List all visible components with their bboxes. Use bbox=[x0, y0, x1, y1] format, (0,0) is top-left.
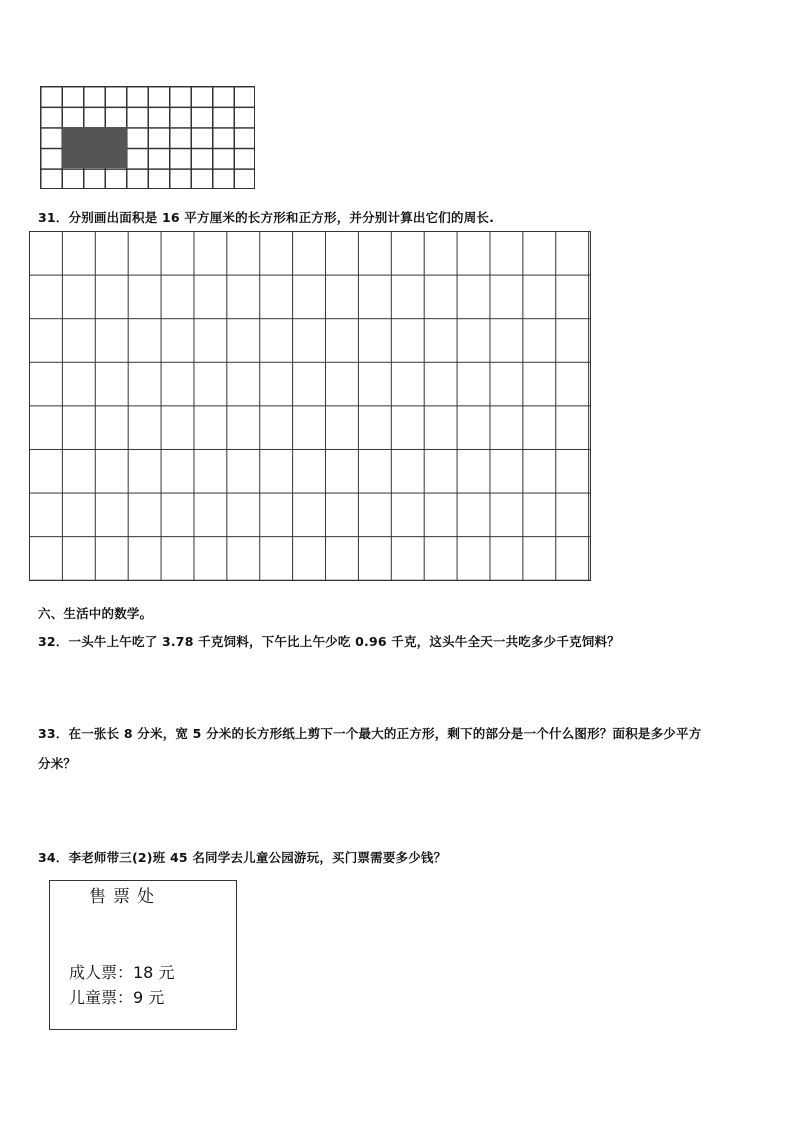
section-title: 六、生活中的数学。 bbox=[38, 606, 153, 621]
question-32: 32．一头牛上午吃了 3.78 千克饲料，下午比上午少吃 0.96 千克，这头牛全天一共吃多少千克饲料？ bbox=[38, 634, 620, 649]
question-33-line-2: 分米？ bbox=[38, 756, 77, 771]
child-ticket-price: 儿童票：9 元 bbox=[69, 988, 165, 1007]
drawing-grid bbox=[29, 231, 591, 581]
shaded-rectangle bbox=[62, 127, 127, 168]
adult-ticket-price: 成人票：18 元 bbox=[69, 963, 175, 982]
question-33-line-1: 33．在一张长 8 分米，宽 5 分米的长方形纸上剪下一个最大的正方形，剩下的部分是一个什么图形？面积是多少平方 bbox=[38, 726, 702, 741]
question-34: 34．李老师带三(2)班 45 名同学去儿童公园游玩，买门票需要多少钱？ bbox=[38, 850, 447, 865]
ticket-board-title: 售票处 bbox=[89, 887, 161, 907]
question-31: 31．分别画出面积是 16 平方厘米的长方形和正方形，并分别计算出它们的周长. bbox=[38, 210, 495, 225]
